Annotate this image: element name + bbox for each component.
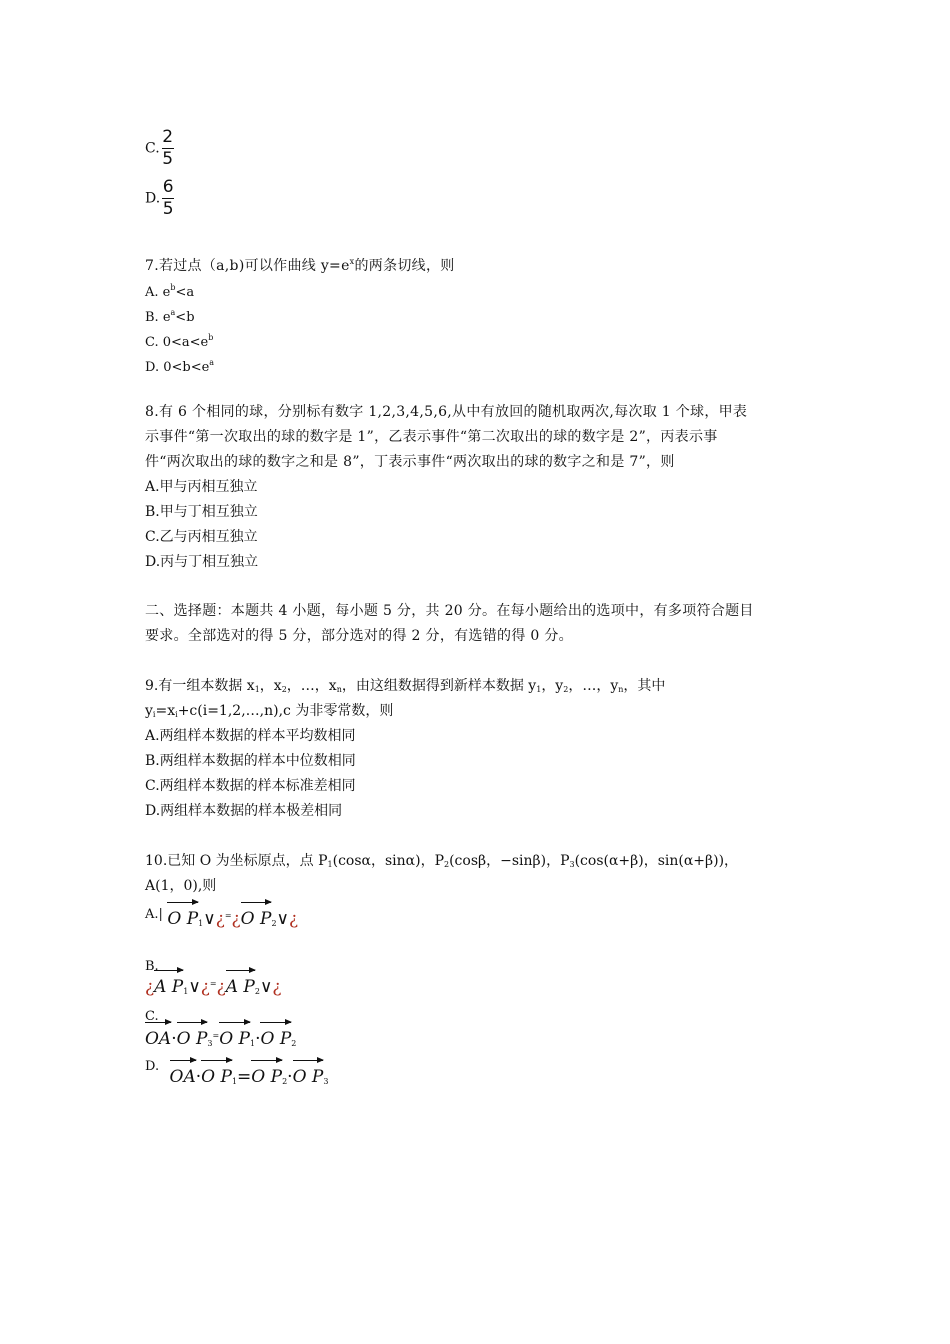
vector-ap2: A P: [226, 968, 255, 1002]
vector-op1: O P: [219, 1020, 250, 1054]
q7-option-b: B. $e^a<b$: [145, 308, 195, 325]
q8-stem-line2: 示事件“第一次取出的球的数字是 1”，乙表示事件“第二次取出的球的数字是 2”，丙表示事: [145, 429, 718, 445]
section2-heading-line2: 要求。全部选对的得 5 分，部分选对的得 2 分，有选错的得 0 分。: [145, 628, 573, 644]
section2-heading-line1: 二、选择题：本题共 4 小题，每小题 5 分，共 20 分。在每小题给出的选项中，有多项符合题目: [145, 603, 754, 619]
fraction: $\frac{6}{5}$: [162, 177, 174, 219]
q9-stem-line1: 9.有一组本数据 $x_1$，$x_2$，…，$x_n$，由这组数据得到新样本数据 $y_1$，$y_2$，…，$y_n$，其中: [145, 678, 666, 694]
q10-stem-line1: 10.已知 O 为坐标原点，点 $P_1(\cos\alpha$，sinα)，$P_2(\cos\beta$，−sinβ)，$P_3(\cos(\alpha+\beta)$，sin(α+β))，: [145, 853, 739, 869]
vector-op2: O P: [251, 1058, 282, 1092]
q8-stem-line1: 8.有 6 个相同的球，分别标有数字 1,2,3,4,5,6,从中有放回的随机取两次,每次取 1 个球，甲表: [145, 404, 748, 420]
fraction: $\frac{2}{5}$: [162, 127, 174, 169]
q7-option-a: A. $e^b<a$: [145, 283, 195, 300]
q9-option-d: D.两组样本数据的样本极差相同: [145, 803, 343, 819]
q7-stem: 7.若过点（a,b)可以作曲线 $y=e^x$的两条切线，则: [145, 257, 455, 274]
vector-op1: O P: [167, 900, 198, 934]
vector-oa: OA: [145, 1020, 171, 1054]
vector-op2: O P: [241, 900, 272, 934]
q10-option-c: C. OA· O $P_3^=$ O $P_1\cdot$ O $P_2$: [145, 1002, 296, 1071]
q8-option-d: D.丙与丁相互独立: [145, 554, 259, 570]
q10-option-a: A.| O $P_1\vee¿^=¿$ O $P_2\vee¿$: [145, 900, 298, 939]
q7-option-d: D. $0<b<e^a$: [145, 358, 215, 375]
q7-option-c: C. $0<a<e^b$: [145, 333, 214, 350]
q8-option-b: B.甲与丁相互独立: [145, 504, 258, 520]
vector-op2: O P: [260, 1020, 291, 1054]
vector-op3: O P: [293, 1058, 324, 1092]
q8-option-c: C.乙与丙相互独立: [145, 529, 258, 545]
q6-option-d: D. $\frac{6}{5}$: [145, 177, 174, 219]
q9-stem-line2: $y_i=x_i+c(i=1,2,\dots,n),c$ 为非零常数，则: [145, 703, 394, 719]
q8-stem-line3: 件“两次取出的球的数字之和是 8”，丁表示事件“两次取出的球的数字之和是 7”，则: [145, 454, 675, 470]
q10-stem-line2: A(1，0),则: [145, 878, 217, 894]
vector-op3: O P: [177, 1020, 208, 1054]
q8-option-a: A.甲与丙相互独立: [145, 479, 258, 495]
vector-ap1: A P: [154, 968, 183, 1002]
vector-oa: OA: [170, 1058, 196, 1092]
q9-option-b: B.两组样本数据的样本中位数相同: [145, 753, 356, 769]
q9-option-c: C.两组样本数据的样本标准差相同: [145, 778, 356, 794]
vector-op1: O P: [201, 1058, 232, 1092]
q9-option-a: A.两组样本数据的样本平均数相同: [145, 728, 356, 744]
q6-option-c: C. $\frac{2}{5}$: [145, 127, 174, 169]
q10-option-b: B. ¿ A $P_1\vee¿^=¿$ A $P_2\vee¿$: [145, 952, 282, 1021]
q10-option-d: D. OA· O $P_1=$ O $P_2\cdot$ O $P_3$: [145, 1052, 328, 1091]
